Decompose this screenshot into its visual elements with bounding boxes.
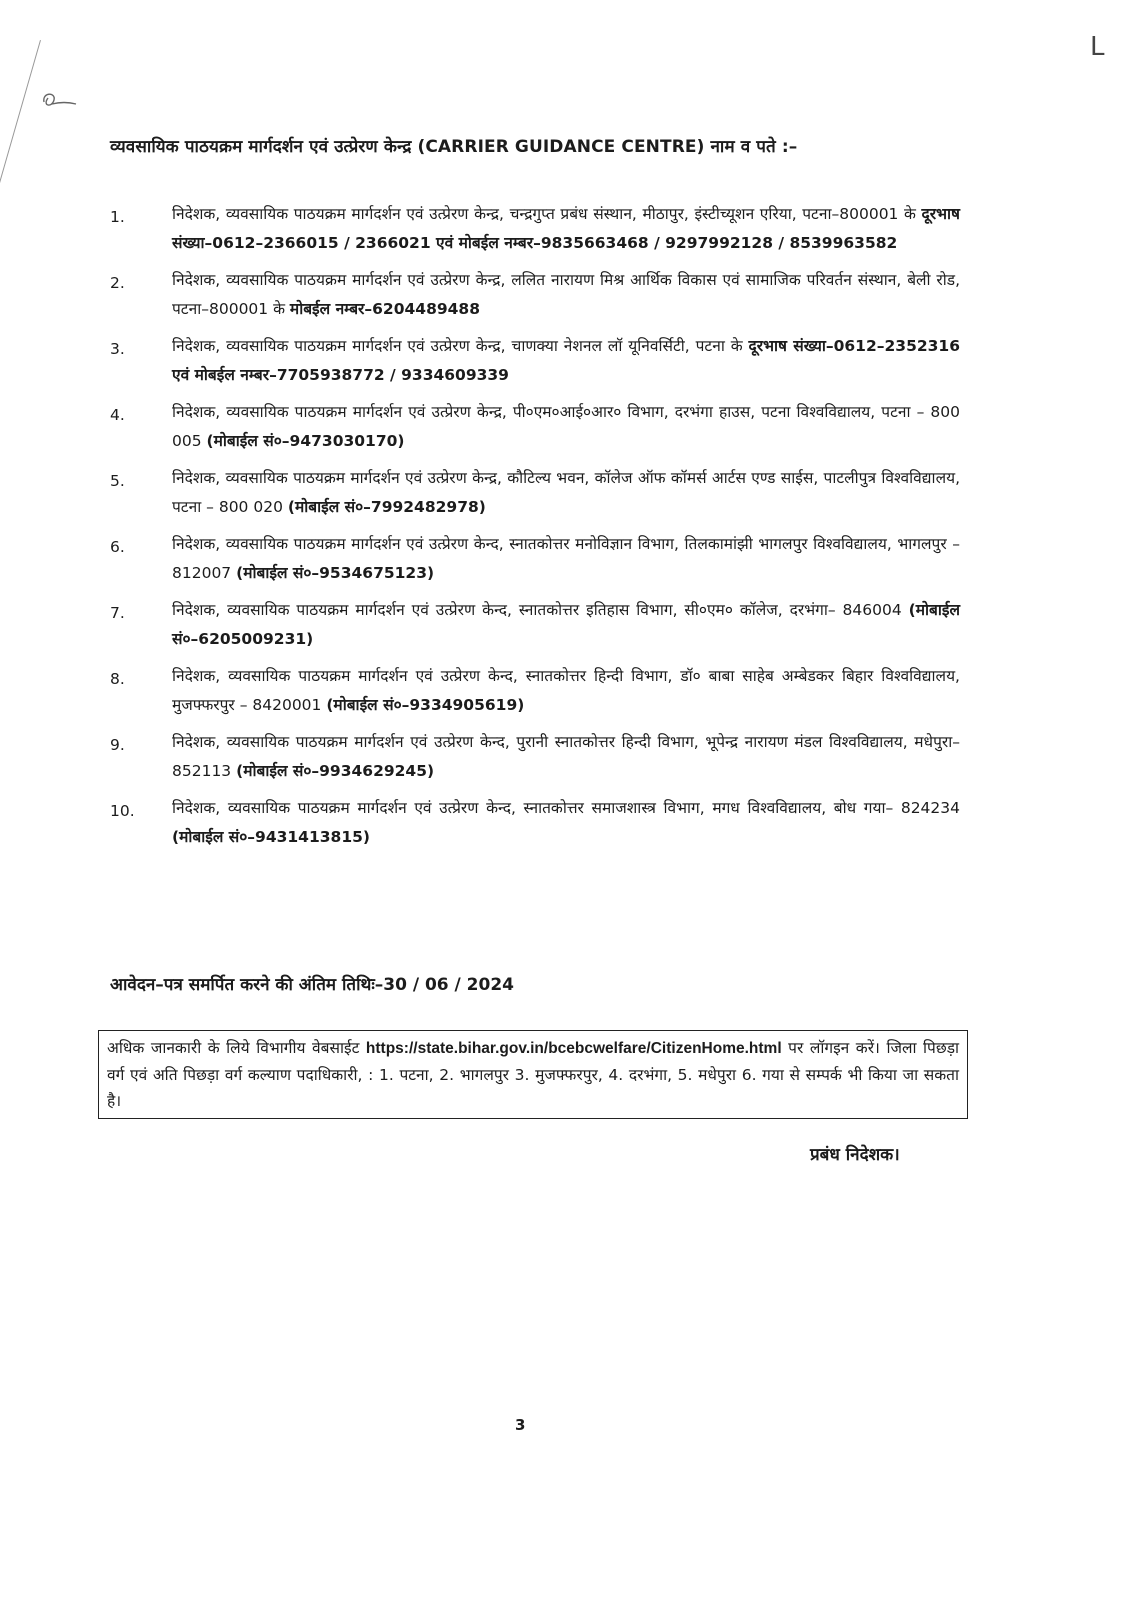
item-text: निदेशक, व्यवसायिक पाठयक्रम मार्गदर्शन एवं उत्प्रेरण केन्द, स्नातकोत्तर हिन्दी विभाग, डॉ० बाबा साहेब अम्बेडकर बिहार विश्वविद्यालय, मुजफ्फरपुर – 8420001 (मोबाईल सं०–9334905619): [172, 667, 960, 714]
list-item: [110, 464, 960, 522]
info-box: [98, 1030, 968, 1119]
item-contact: मोबईल नम्बर–6204489488: [289, 300, 481, 318]
item-contact: (मोबाईल सं०–6205009231): [172, 601, 960, 648]
item-text: निदेशक, व्यवसायिक पाठयक्रम मार्गदर्शन एवं उत्प्रेरण केन्द्र, चाणक्या नेशनल लॉ यूनिवर्सिटी, पटना के दूरभाष संख्या–0612–2352316 एवं मोबईल नम्बर–7705938772 / 9334609339: [172, 337, 960, 384]
item-number: 4.: [110, 406, 125, 424]
website-link[interactable]: https://state.bihar.gov.in/bcebcwelfare/CitizenHome.html: [365, 1040, 782, 1057]
list-item: [110, 596, 960, 654]
list-item: [110, 200, 960, 258]
info-suffix: पर लॉगइन करें। जिला पिछड़ा वर्ग एवं अति पिछड़ा वर्ग कल्याण पदाधिकारी, : 1. पटना, 2. भागलपुर 3. मुजफ्फरपुर, 4. दरभंगा, 5. मधेपुरा 6. गया से सम्पर्क भी किया जा सकता है।: [107, 1039, 960, 1110]
list-item: [110, 662, 960, 720]
item-text: निदेशक, व्यवसायिक पाठयक्रम मार्गदर्शन एवं उत्प्रेरण केन्द्र, ललित नारायण मिश्र आर्थिक विकास एवं सामाजिक परिवर्तन संस्थान, बेली रोड, पटना–800001 के मोबईल नम्बर–6204489488: [172, 271, 960, 318]
list-item: [110, 266, 960, 324]
page-number: 3: [515, 1416, 526, 1434]
item-contact: (मोबाईल सं०–7992482978): [287, 498, 486, 516]
item-number: 6.: [110, 538, 125, 556]
item-number: 8.: [110, 670, 125, 688]
list-item: [110, 530, 960, 588]
item-contact: (मोबाईल सं०–9473030170): [206, 432, 405, 450]
page-heading: व्यवसायिक पाठयक्रम मार्गदर्शन एवं उत्प्रेरण केन्द्र (CARRIER GUIDANCE CENTRE) नाम व पते :–: [110, 137, 798, 157]
corner-mark: L: [1090, 32, 1105, 62]
item-number: 3.: [110, 340, 125, 358]
list-item: [110, 398, 960, 456]
item-text: निदेशक, व्यवसायिक पाठयक्रम मार्गदर्शन एवं उत्प्रेरण केन्द्र, पी०एम०आई०आर० विभाग, दरभंगा हाउस, पटना विश्वविद्यालय, पटना – 800 005 (मोबाईल सं०–9473030170): [172, 403, 960, 450]
item-text: निदेशक, व्यवसायिक पाठयक्रम मार्गदर्शन एवं उत्प्रेरण केन्द्र, चन्द्रगुप्त प्रबंध संस्थान, मीठापुर, इंस्टीच्यूशन एरिया, पटना–800001 के दूरभाष संख्या–0612–2366015 / 2366021 एवं मोबईल नम्बर–9835663468 / 9297992128 / 8539963582: [172, 205, 960, 252]
margin-line: [0, 40, 41, 261]
item-text: निदेशक, व्यवसायिक पाठयक्रम मार्गदर्शन एवं उत्प्रेरण केन्द, स्नातकोत्तर इतिहास विभाग, सी०एम० कॉलेज, दरभंगा– 846004 (मोबाईल सं०–6205009231): [172, 601, 960, 648]
item-contact: (मोबाईल सं०–9334905619): [326, 696, 525, 714]
item-contact: (मोबाईल सं०–9934629245): [236, 762, 435, 780]
item-number: 5.: [110, 472, 125, 490]
list-item: [110, 794, 960, 852]
item-text: निदेशक, व्यवसायिक पाठयक्रम मार्गदर्शन एवं उत्प्रेरण केन्द, पुरानी स्नातकोत्तर हिन्दी विभाग, भूपेन्द्र नारायण मंडल विश्वविद्यालय, मधेपुरा– 852113 (मोबाईल सं०–9934629245): [172, 733, 960, 780]
item-number: 1.: [110, 208, 125, 226]
item-contact: दूरभाष संख्या–0612–2352316 एवं मोबईल नम्बर–7705938772 / 9334609339: [172, 337, 960, 384]
info-prefix: अधिक जानकारी के लिये विभागीय वेबसाईट: [107, 1039, 366, 1057]
item-contact: दूरभाष संख्या–0612–2366015 / 2366021 एवं मोबईल नम्बर–9835663468 / 9297992128 / 8539963582: [172, 205, 960, 252]
item-text: निदेशक, व्यवसायिक पाठयक्रम मार्गदर्शन एवं उत्प्रेरण केन्द, स्नातकोत्तर मनोविज्ञान विभाग, तिलकामांझी भागलपुर विश्वविद्यालय, भागलपुर – 812007 (मोबाईल सं०–9534675123): [172, 535, 960, 582]
list-item: [110, 332, 960, 390]
item-number: 2.: [110, 274, 125, 292]
item-contact: (मोबाईल सं०–9431413815): [172, 828, 370, 846]
signature: प्रबंध निदेशक।: [810, 1145, 900, 1165]
item-contact: (मोबाईल सं०–9534675123): [236, 564, 435, 582]
item-text: निदेशक, व्यवसायिक पाठयक्रम मार्गदर्शन एवं उत्प्रेरण केन्द्र, कौटिल्य भवन, कॉलेज ऑफ कॉमर्स आर्टस एण्ड साईस, पाटलीपुत्र विश्वविद्यालय, पटना – 800 020 (मोबाईल सं०–7992482978): [172, 469, 960, 516]
application-deadline: आवेदन–पत्र समर्पित करने की अंतिम तिथिः–30 / 06 / 2024: [110, 975, 514, 995]
item-number: 10.: [110, 802, 135, 820]
centre-list: [110, 200, 960, 860]
handwritten-mark: [38, 88, 82, 118]
item-number: 7.: [110, 604, 125, 622]
item-text: निदेशक, व्यवसायिक पाठयक्रम मार्गदर्शन एवं उत्प्रेरण केन्द, स्नातकोत्तर समाजशास्त्र विभाग, मगध विश्वविद्यालय, बोध गया– 824234 (मोबाईल सं०–9431413815): [172, 799, 960, 846]
item-number: 9.: [110, 736, 125, 754]
list-item: [110, 728, 960, 786]
